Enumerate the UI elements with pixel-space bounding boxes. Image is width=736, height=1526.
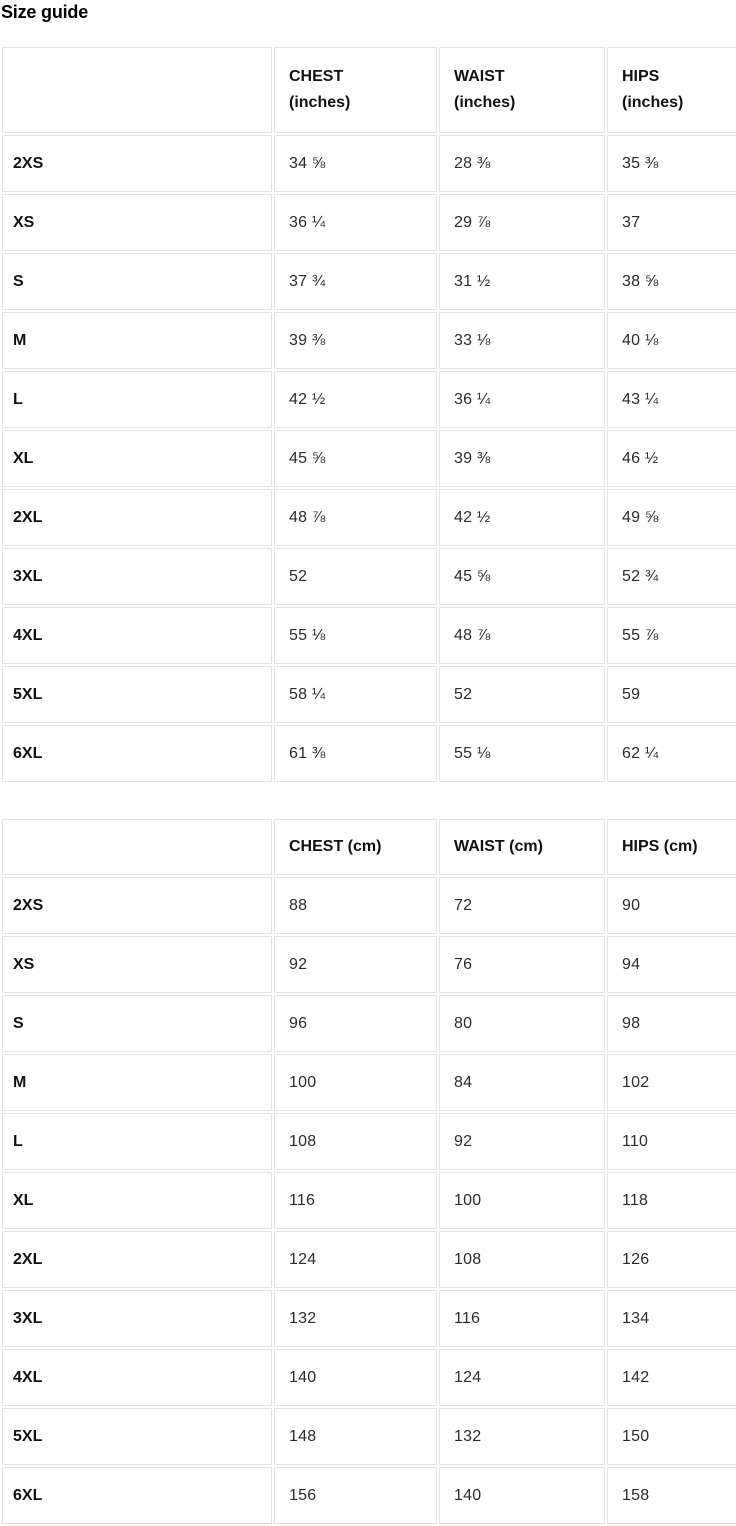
hips-value: 110 — [607, 1113, 736, 1170]
chest-value: 39 ⅜ — [274, 312, 437, 369]
table-row — [2, 1349, 736, 1406]
hips-value: 102 — [607, 1054, 736, 1111]
size-label: 4XL — [2, 607, 272, 664]
hips-value: 55 ⅞ — [607, 607, 736, 664]
chest-value: 132 — [274, 1290, 437, 1347]
chest-value: 42 ½ — [274, 371, 437, 428]
table-row — [2, 877, 736, 934]
waist-value: 52 — [439, 666, 605, 723]
waist-value: 72 — [439, 877, 605, 934]
waist-value: 108 — [439, 1231, 605, 1288]
chest-value: 58 ¼ — [274, 666, 437, 723]
waist-value: 39 ⅜ — [439, 430, 605, 487]
chest-value: 96 — [274, 995, 437, 1052]
size-label: M — [2, 312, 272, 369]
size-label: L — [2, 1113, 272, 1170]
hips-value: 35 ⅜ — [607, 135, 736, 192]
hips-value: 62 ¼ — [607, 725, 736, 782]
size-label: 3XL — [2, 1290, 272, 1347]
waist-value: 31 ½ — [439, 253, 605, 310]
table-row — [2, 1290, 736, 1347]
hips-value: 59 — [607, 666, 736, 723]
hips-value: 150 — [607, 1408, 736, 1465]
size-label: 6XL — [2, 1467, 272, 1524]
size-label: 6XL — [2, 725, 272, 782]
hips-value: 90 — [607, 877, 736, 934]
size-table-inches-body — [2, 135, 736, 782]
waist-value: 92 — [439, 1113, 605, 1170]
table-row — [2, 1113, 736, 1170]
table-row — [2, 1054, 736, 1111]
chest-value: 140 — [274, 1349, 437, 1406]
hips-value: 46 ½ — [607, 430, 736, 487]
size-label: XS — [2, 194, 272, 251]
waist-value: 84 — [439, 1054, 605, 1111]
page-title: Size guide — [1, 2, 89, 22]
header-row — [2, 819, 736, 875]
size-label: 5XL — [2, 666, 272, 723]
waist-value: 48 ⅞ — [439, 607, 605, 664]
hips-value: 158 — [607, 1467, 736, 1524]
chest-value: 52 — [274, 548, 437, 605]
chest-value: 34 ⅝ — [274, 135, 437, 192]
table-row — [2, 371, 736, 428]
waist-value: 80 — [439, 995, 605, 1052]
chest-value: 37 ¾ — [274, 253, 437, 310]
table-row — [2, 1172, 736, 1229]
size-label: 2XL — [2, 489, 272, 546]
waist-value: 42 ½ — [439, 489, 605, 546]
table-row — [2, 1408, 736, 1465]
size-table-inches — [0, 45, 736, 784]
size-label: XL — [2, 430, 272, 487]
chest-value: 100 — [274, 1054, 437, 1111]
table-row — [2, 995, 736, 1052]
hips-value: 43 ¼ — [607, 371, 736, 428]
col-header-chest-inches — [274, 47, 437, 133]
hips-value: 118 — [607, 1172, 736, 1229]
col-header-label: HIPS (inches) — [622, 68, 684, 111]
size-label: L — [2, 371, 272, 428]
table-row — [2, 666, 736, 723]
col-header-hips-inches — [607, 47, 736, 133]
table-row — [2, 489, 736, 546]
col-header-label: CHEST (cm) — [289, 838, 382, 855]
col-header-label: WAIST (inches) — [454, 68, 516, 111]
waist-value: 76 — [439, 936, 605, 993]
waist-value: 29 ⅞ — [439, 194, 605, 251]
waist-value: 33 ⅛ — [439, 312, 605, 369]
size-table-cm-wrap — [0, 817, 736, 1526]
waist-value: 55 ⅛ — [439, 725, 605, 782]
table-row — [2, 135, 736, 192]
hips-value: 38 ⅝ — [607, 253, 736, 310]
hips-value: 94 — [607, 936, 736, 993]
table-row — [2, 548, 736, 605]
size-label: 4XL — [2, 1349, 272, 1406]
corner-cell — [2, 819, 272, 875]
col-header-waist-cm — [439, 819, 605, 875]
col-header-label: WAIST (cm) — [454, 838, 543, 855]
table-row — [2, 607, 736, 664]
col-header-hips-cm — [607, 819, 736, 875]
waist-value: 100 — [439, 1172, 605, 1229]
hips-value: 126 — [607, 1231, 736, 1288]
header-row — [2, 47, 736, 133]
waist-value: 36 ¼ — [439, 371, 605, 428]
table-row — [2, 253, 736, 310]
corner-cell — [2, 47, 272, 133]
table-row — [2, 194, 736, 251]
table-row — [2, 725, 736, 782]
chest-value: 61 ⅜ — [274, 725, 437, 782]
size-label: XS — [2, 936, 272, 993]
col-header-chest-cm — [274, 819, 437, 875]
hips-value: 49 ⅝ — [607, 489, 736, 546]
chest-value: 148 — [274, 1408, 437, 1465]
waist-value: 132 — [439, 1408, 605, 1465]
size-label: 5XL — [2, 1408, 272, 1465]
waist-value: 116 — [439, 1290, 605, 1347]
chest-value: 124 — [274, 1231, 437, 1288]
size-label: 3XL — [2, 548, 272, 605]
table-row — [2, 1467, 736, 1524]
chest-value: 92 — [274, 936, 437, 993]
chest-value: 88 — [274, 877, 437, 934]
table-row — [2, 936, 736, 993]
waist-value: 45 ⅝ — [439, 548, 605, 605]
hips-value: 52 ¾ — [607, 548, 736, 605]
waist-value: 140 — [439, 1467, 605, 1524]
chest-value: 55 ⅛ — [274, 607, 437, 664]
chest-value: 156 — [274, 1467, 437, 1524]
hips-value: 40 ⅛ — [607, 312, 736, 369]
size-label: S — [2, 253, 272, 310]
chest-value: 116 — [274, 1172, 437, 1229]
table-row — [2, 312, 736, 369]
table-row — [2, 430, 736, 487]
table-row — [2, 1231, 736, 1288]
col-header-label: HIPS (cm) — [622, 838, 698, 855]
col-header-label: CHEST (inches) — [289, 68, 351, 111]
chest-value: 108 — [274, 1113, 437, 1170]
size-label: M — [2, 1054, 272, 1111]
waist-value: 124 — [439, 1349, 605, 1406]
size-label: S — [2, 995, 272, 1052]
col-header-waist-inches — [439, 47, 605, 133]
chest-value: 48 ⅞ — [274, 489, 437, 546]
size-table-cm-body — [2, 877, 736, 1524]
hips-value: 37 — [607, 194, 736, 251]
hips-value: 98 — [607, 995, 736, 1052]
size-table-inches-wrap — [0, 45, 736, 784]
size-label: 2XS — [2, 877, 272, 934]
size-table-cm — [0, 817, 736, 1526]
waist-value: 28 ⅜ — [439, 135, 605, 192]
size-label: XL — [2, 1172, 272, 1229]
hips-value: 134 — [607, 1290, 736, 1347]
size-label: 2XS — [2, 135, 272, 192]
chest-value: 36 ¼ — [274, 194, 437, 251]
hips-value: 142 — [607, 1349, 736, 1406]
chest-value: 45 ⅝ — [274, 430, 437, 487]
size-label: 2XL — [2, 1231, 272, 1288]
